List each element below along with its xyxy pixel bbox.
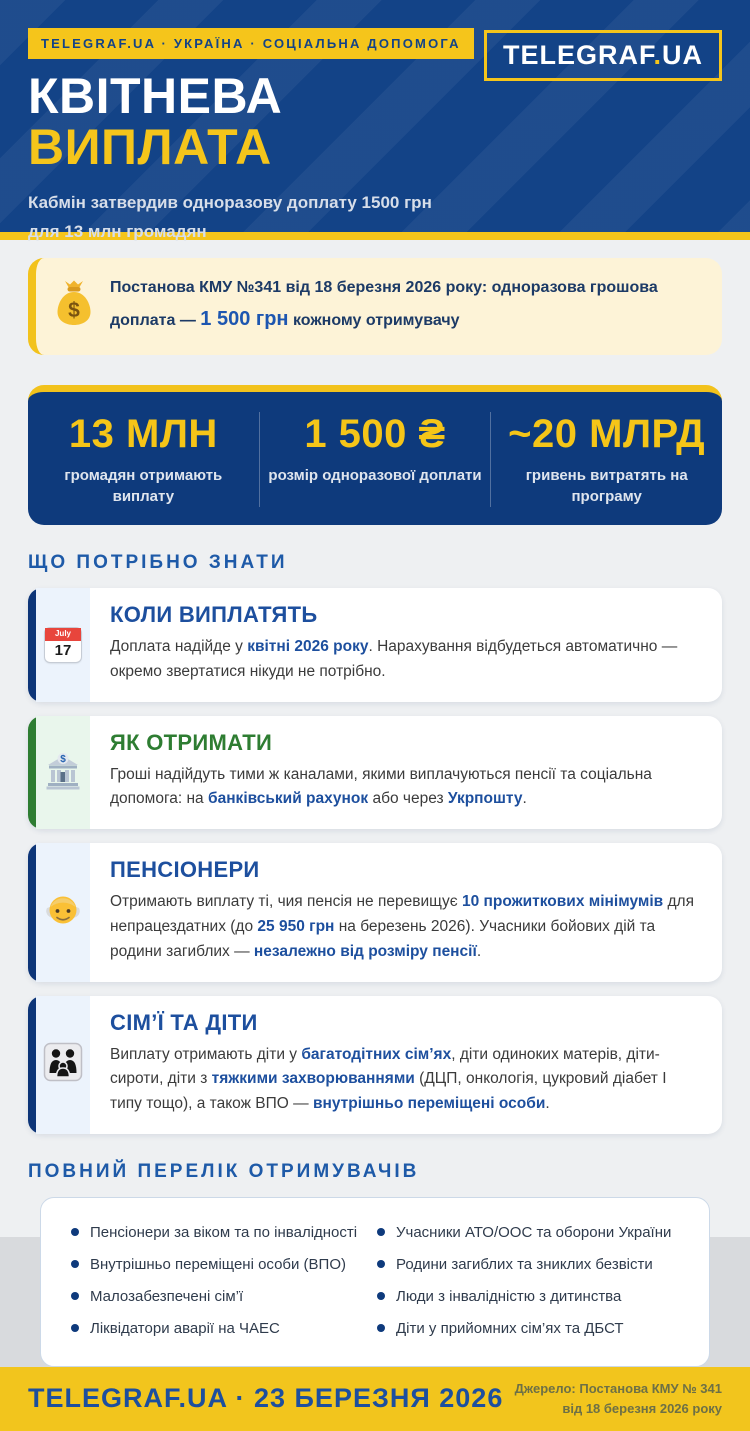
card-body: Виплату отримають діти у багатодітних сім’ях, діти одиноких матерів, діти-сироти, діти з тяжкими захворюваннями (ДЦП, онкологія, цукровий діабет І типу тощо), а також ВПО — внутрішньо переміщені особи.	[110, 1045, 667, 1113]
header	[0, 0, 750, 241]
list-item-label: Діти у прийомних сім’ях та ДБСТ	[396, 1319, 624, 1337]
card-icon-column	[36, 843, 90, 981]
stats-bar	[28, 385, 722, 525]
card-when-paid	[28, 588, 722, 702]
bullet-icon	[71, 1324, 79, 1332]
section-heading-know: ЩО ПОТРІБНО ЗНАТИ	[28, 552, 288, 573]
card-title: ПЕНСІОНЕРИ	[110, 857, 260, 883]
bullet-icon	[71, 1228, 79, 1236]
bullet-icon	[71, 1260, 79, 1268]
recipients-list-right	[377, 1224, 683, 1352]
footer-brand-date: TELEGRAF.UA · 23 БЕРЕЗНЯ 2026	[28, 1383, 504, 1414]
list-item	[71, 1320, 377, 1337]
logo-text: TELEGRAF	[502, 40, 654, 70]
svg-text:$: $	[68, 299, 80, 322]
card-icon-column	[36, 716, 90, 830]
stat-value: 13 МЛН	[68, 412, 218, 456]
card-icon-column	[36, 996, 90, 1134]
card-families	[28, 996, 722, 1134]
card-icon-column	[36, 588, 90, 702]
list-item	[71, 1288, 377, 1305]
list-item	[377, 1288, 683, 1305]
decree-callout	[28, 258, 722, 355]
recipients-list-left	[71, 1224, 377, 1352]
bank-icon	[44, 750, 82, 795]
card-content	[90, 716, 722, 830]
stat-label: громадян отримають виплату	[64, 467, 223, 505]
list-item	[377, 1256, 683, 1273]
card-body: Гроші надійдуть тими ж каналами, якими виплачуються пенсії та соціальна допомога: на банківський рахунок або через Укрпошту.	[110, 765, 652, 808]
card-body: Отримають виплату ті, чия пенсія не перевищує 10 прожиткових мінімумів для непрацездатних (до 25 950 грн на березень 2026). Учасники бойових дій та родини загиблих — незалежно від розміру пенсії.	[110, 893, 694, 960]
card-pensioners	[28, 843, 722, 981]
list-item	[377, 1224, 683, 1241]
recipients-list-card	[40, 1197, 710, 1367]
stat-value: 1 500 ₴	[304, 412, 446, 456]
decree-text: Постанова КМУ №341 від 18 березня 2026 року: одноразова грошова доплата — 1 500 грн кожному отримувачу	[110, 279, 658, 330]
list-item	[71, 1224, 377, 1241]
logo-suffix: UA	[662, 40, 703, 70]
topic-badge: TELEGRAF.UA · УКРАЇНА · СОЦІАЛЬНА ДОПОМОГА	[28, 28, 474, 59]
calendar-month: July	[45, 628, 81, 641]
stat-value: ~20 МЛРД	[508, 412, 706, 456]
bullet-icon	[377, 1260, 385, 1268]
list-item-label: Пенсіонери за віком та по інвалідності	[90, 1223, 358, 1241]
list-item-label: Люди з інвалідністю з дитинства	[396, 1287, 622, 1305]
card-how-to-get	[28, 716, 722, 830]
telegraf-logo	[484, 30, 722, 81]
main-content	[0, 240, 750, 1367]
bullet-icon	[377, 1292, 385, 1300]
card-title: СІМ’Ї ТА ДІТИ	[110, 1009, 258, 1035]
stat-label: гривень витратять на програму	[525, 467, 688, 505]
page-title	[28, 68, 722, 175]
footer-source	[515, 1379, 722, 1419]
elderly-person-icon	[43, 890, 83, 935]
bullet-icon	[377, 1324, 385, 1332]
stat-recipients	[28, 412, 259, 507]
list-item-label: Учасники АТО/ООС та оборони України	[396, 1223, 672, 1241]
card-content	[90, 843, 722, 981]
bullet-icon	[377, 1228, 385, 1236]
footer-source-line1: Джерело: Постанова КМУ № 341	[514, 1380, 722, 1396]
list-item-label: Внутрішньо переміщені особи (ВПО)	[90, 1255, 347, 1273]
page-title-line1: КВІТНЕВА	[28, 68, 283, 124]
svg-text:$: $	[60, 753, 66, 765]
page-title-line2: ВИПЛАТА	[28, 119, 272, 175]
calendar-day: 17	[54, 641, 72, 659]
money-bag-icon	[52, 279, 96, 332]
card-body: Доплата надійде у квітні 2026 року. Нарахування відбудеться автоматично — окремо звертатися нікуди не потрібно.	[110, 638, 678, 680]
stat-budget	[490, 412, 722, 507]
list-item-label: Малозабезпечені сім’ї	[90, 1287, 244, 1305]
stat-amount	[259, 412, 491, 507]
footer-source-line2: від 18 березня 2026 року	[562, 1400, 722, 1416]
list-item-label: Ліквідатори аварії на ЧАЕС	[90, 1319, 280, 1337]
card-content	[90, 996, 722, 1134]
card-title: КОЛИ ВИПЛАТЯТЬ	[110, 602, 318, 627]
section-heading-recipients: ПОВНИЙ ПЕРЕЛІК ОТРИМУВАЧІВ	[28, 1160, 420, 1182]
list-item-label: Родини загиблих та зниклих безвісти	[396, 1255, 653, 1273]
stat-label: розмір одноразової доплати	[268, 467, 482, 484]
page-subtitle: Кабмін затвердив одноразову доплату 1500 грн для 13 млн громадян	[28, 193, 432, 241]
family-icon	[43, 1042, 83, 1087]
footer	[0, 1367, 750, 1431]
logo-dot: .	[653, 40, 662, 70]
card-title: ЯК ОТРИМАТИ	[110, 729, 273, 755]
bullet-icon	[71, 1292, 79, 1300]
list-item	[377, 1320, 683, 1337]
list-item	[71, 1256, 377, 1273]
calendar-icon	[45, 628, 81, 663]
card-content	[90, 588, 722, 702]
